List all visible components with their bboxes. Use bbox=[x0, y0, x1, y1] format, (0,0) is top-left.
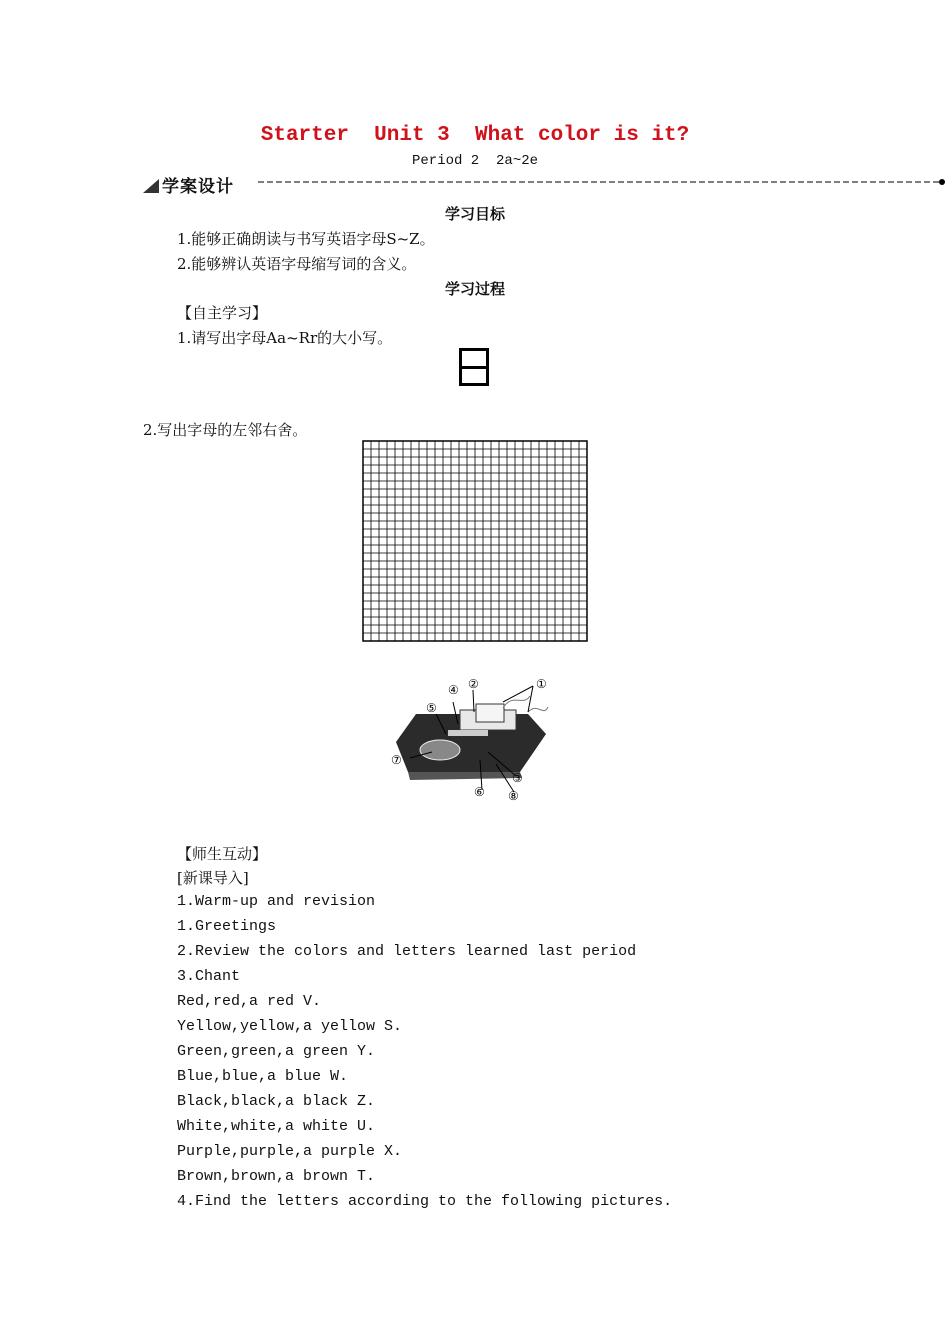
new-lesson-tag: [新课导入] bbox=[177, 869, 249, 887]
device-figure bbox=[388, 672, 568, 807]
letter-grid bbox=[362, 440, 588, 642]
self-study-item-2: 2.写出字母的左邻右舍。 bbox=[143, 421, 308, 439]
line-warmup: 1.Warm-up and revision bbox=[177, 893, 376, 910]
chant-line-purple: Purple,purple,a purple X. bbox=[177, 1143, 403, 1160]
dotted-divider bbox=[258, 179, 946, 185]
goals-heading: 学习目标 bbox=[444, 205, 505, 223]
line-greetings: 1.Greetings bbox=[177, 918, 277, 935]
line-chant: 3.Chant bbox=[177, 968, 241, 985]
figure-label-1: ① bbox=[536, 677, 547, 691]
figure-label-2: ② bbox=[468, 677, 479, 691]
interaction-header: 【师生互动】 bbox=[177, 845, 268, 863]
process-heading: 学习过程 bbox=[444, 280, 505, 298]
document-title: Starter Unit 3 What color is it? bbox=[260, 124, 690, 147]
chant-line-white: White,white,a white U. bbox=[177, 1118, 376, 1135]
banner-triangle-icon bbox=[143, 179, 159, 193]
figure-label-5: ⑤ bbox=[426, 701, 437, 715]
self-study-item-1: 1.请写出字母Aa~Rr的大小写。 bbox=[177, 329, 393, 347]
banner-label: 学案设计 bbox=[162, 177, 234, 197]
self-study-header: 【自主学习】 bbox=[177, 304, 268, 322]
figure-label-8: ⑧ bbox=[508, 789, 519, 803]
chant-line-blue: Blue,blue,a blue W. bbox=[177, 1068, 349, 1085]
line-review: 2.Review the colors and letters learned last period bbox=[177, 943, 637, 960]
chant-line-red: Red,red,a red V. bbox=[177, 993, 322, 1010]
chant-line-brown: Brown,brown,a brown T. bbox=[177, 1168, 376, 1185]
figure-label-4: ④ bbox=[448, 683, 459, 697]
chant-line-yellow: Yellow,yellow,a yellow S. bbox=[177, 1018, 403, 1035]
figure-label-6: ⑥ bbox=[474, 785, 485, 799]
goal-1: 1.能够正确朗读与书写英语字母S~Z。 bbox=[177, 230, 435, 248]
writing-box bbox=[459, 348, 489, 386]
section-banner bbox=[143, 172, 234, 197]
chant-line-green: Green,green,a green Y. bbox=[177, 1043, 376, 1060]
goal-2: 2.能够辨认英语字母缩写词的含义。 bbox=[177, 255, 417, 273]
figure-label-3: ③ bbox=[512, 771, 523, 785]
figure-label-7: ⑦ bbox=[391, 753, 402, 767]
line-find-letters: 4.Find the letters according to the following pictures. bbox=[177, 1193, 673, 1210]
period-subtitle: Period 2 2a~2e bbox=[412, 153, 539, 169]
chant-line-black: Black,black,a black Z. bbox=[177, 1093, 376, 1110]
